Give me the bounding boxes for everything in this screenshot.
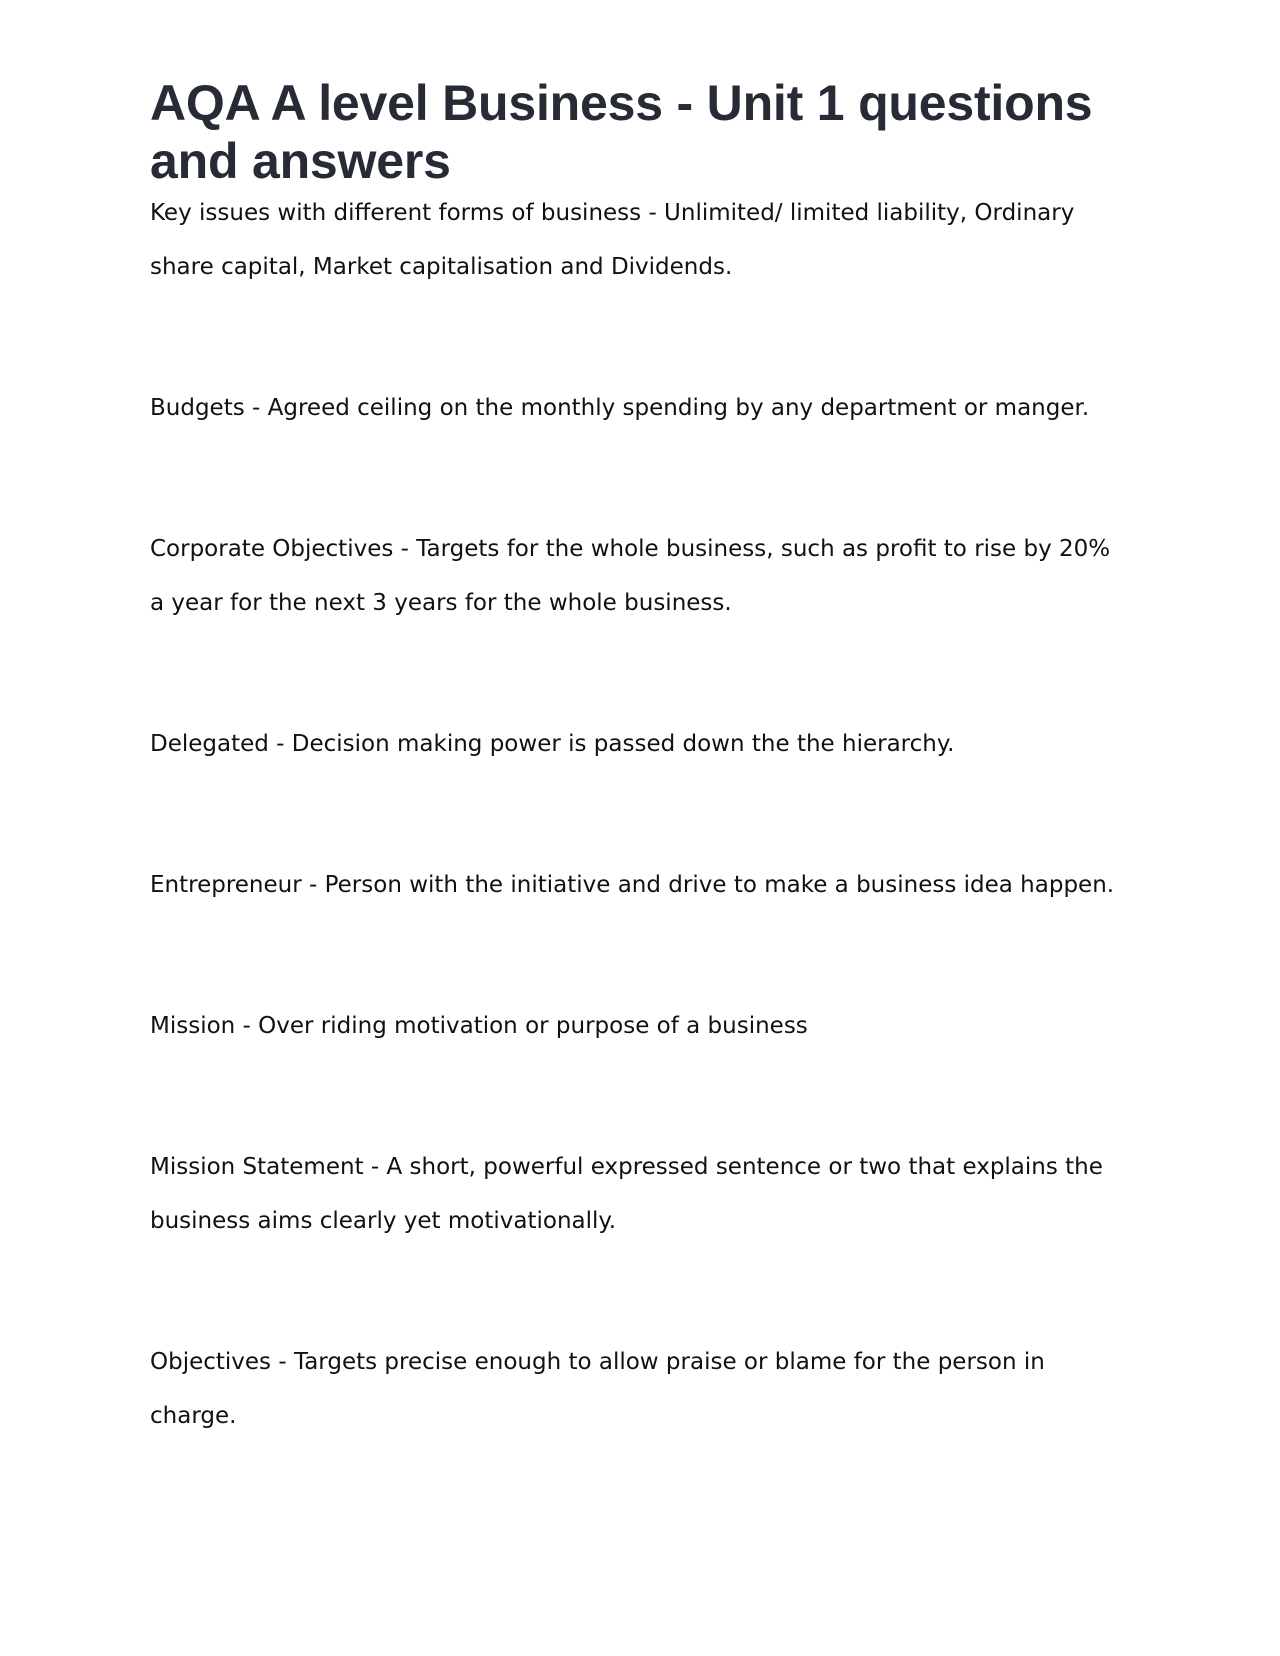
document-page xyxy=(150,0,1130,1656)
definition-entry-corporate-objectives: Corporate Objectives - Targets for the whole business, such as profit to rise by 20% a year for the next 3 years for the whole business. xyxy=(150,536,1111,616)
definition-entry-key-issues: Key issues with different forms of business - Unlimited/ limited liability, Ordinary share capital, Market capitalisation and Dividends. xyxy=(150,200,1075,280)
definition-entry-budgets: Budgets - Agreed ceiling on the monthly spending by any department or manger. xyxy=(150,395,1090,421)
definition-entry-objectives: Objectives - Targets precise enough to allow praise or blame for the person in charge. xyxy=(150,1349,1045,1429)
page-title: AQA A level Business - Unit 1 questions and answers xyxy=(150,75,1093,189)
definition-entry-mission: Mission - Over riding motivation or purpose of a business xyxy=(150,1013,808,1039)
definition-list xyxy=(150,186,1130,1530)
definition-entry-entrepreneur: Entrepreneur - Person with the initiative and drive to make a business idea happen. xyxy=(150,872,1115,898)
definition-entry-delegated: Delegated - Decision making power is passed down the the hierarchy. xyxy=(150,731,955,757)
definition-entry-mission-statement: Mission Statement - A short, powerful expressed sentence or two that explains the business aims clearly yet motivationally. xyxy=(150,1154,1103,1234)
